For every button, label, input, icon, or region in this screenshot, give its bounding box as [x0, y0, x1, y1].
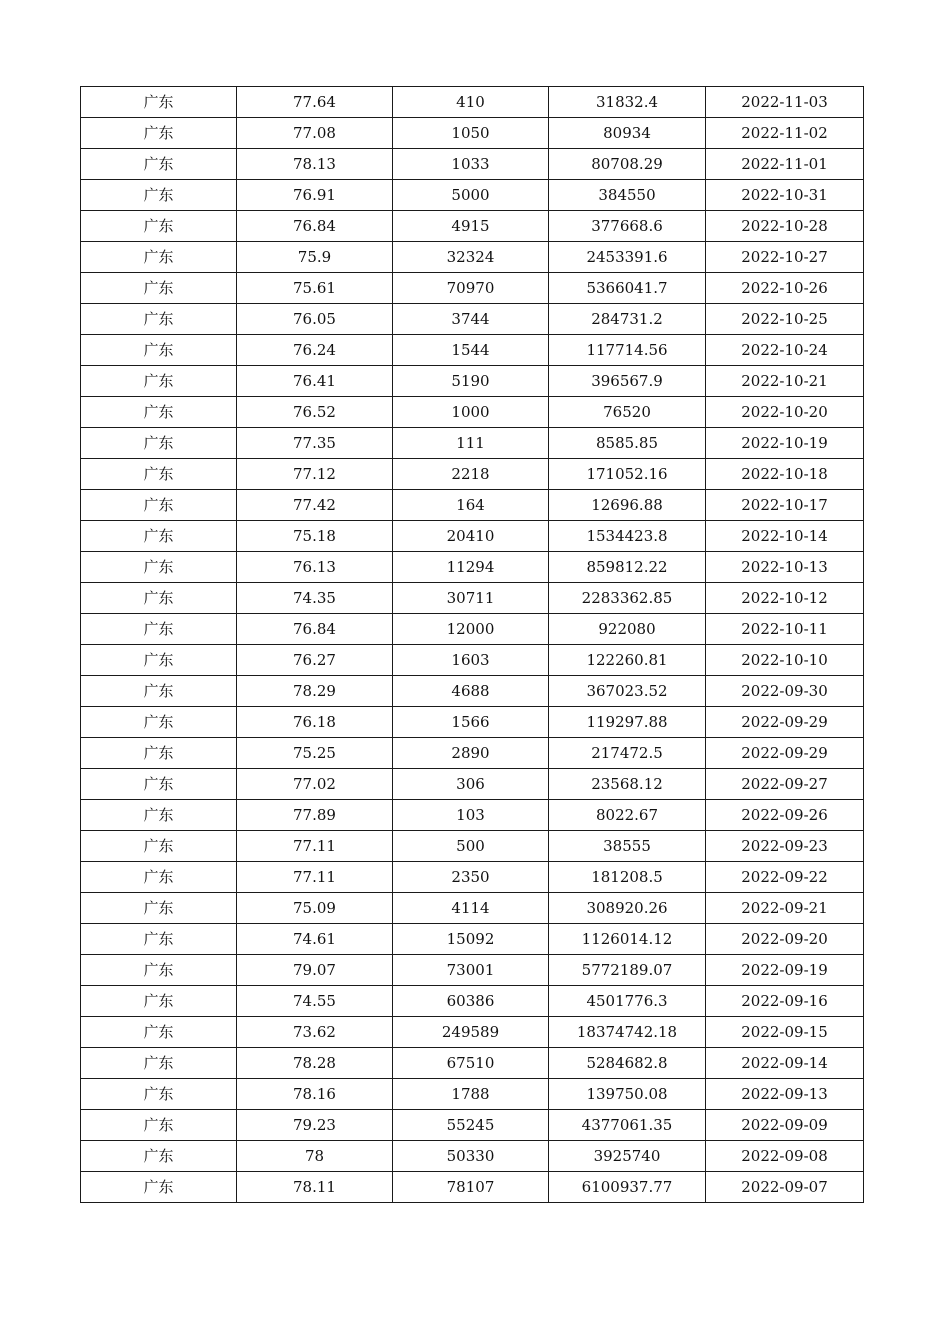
volume-cell: 5000: [393, 180, 549, 211]
amount-cell: 308920.26: [549, 893, 706, 924]
table-row: [81, 707, 864, 738]
amount-cell: 76520: [549, 397, 706, 428]
amount-cell: 6100937.77: [549, 1172, 706, 1203]
price-cell: 79.23: [237, 1110, 393, 1141]
region-cell: 广东: [81, 769, 237, 800]
price-cell: 77.11: [237, 831, 393, 862]
volume-cell: 1033: [393, 149, 549, 180]
volume-cell: 4114: [393, 893, 549, 924]
region-cell: 广东: [81, 335, 237, 366]
price-cell: 76.24: [237, 335, 393, 366]
date-cell: 2022-09-27: [706, 769, 864, 800]
volume-cell: 4915: [393, 211, 549, 242]
region-cell: 广东: [81, 676, 237, 707]
date-cell: 2022-09-29: [706, 738, 864, 769]
date-cell: 2022-09-22: [706, 862, 864, 893]
date-cell: 2022-09-15: [706, 1017, 864, 1048]
table-row: [81, 676, 864, 707]
date-cell: 2022-10-17: [706, 490, 864, 521]
region-cell: 广东: [81, 304, 237, 335]
volume-cell: 2350: [393, 862, 549, 893]
price-cell: 74.35: [237, 583, 393, 614]
volume-cell: 60386: [393, 986, 549, 1017]
table-row: [81, 242, 864, 273]
region-cell: 广东: [81, 707, 237, 738]
date-cell: 2022-10-18: [706, 459, 864, 490]
amount-cell: 217472.5: [549, 738, 706, 769]
price-cell: 75.25: [237, 738, 393, 769]
date-cell: 2022-10-28: [706, 211, 864, 242]
date-cell: 2022-10-27: [706, 242, 864, 273]
table-row: [81, 769, 864, 800]
table-row: [81, 862, 864, 893]
date-cell: 2022-09-08: [706, 1141, 864, 1172]
table-row: [81, 614, 864, 645]
price-cell: 77.42: [237, 490, 393, 521]
region-cell: 广东: [81, 273, 237, 304]
date-cell: 2022-09-16: [706, 986, 864, 1017]
amount-cell: 367023.52: [549, 676, 706, 707]
table-row: [81, 738, 864, 769]
region-cell: 广东: [81, 459, 237, 490]
region-cell: 广东: [81, 738, 237, 769]
amount-cell: 8022.67: [549, 800, 706, 831]
table-body: [81, 87, 864, 1203]
table-row: [81, 583, 864, 614]
table-row: [81, 893, 864, 924]
volume-cell: 500: [393, 831, 549, 862]
region-cell: 广东: [81, 397, 237, 428]
region-cell: 广东: [81, 242, 237, 273]
region-cell: 广东: [81, 552, 237, 583]
amount-cell: 384550: [549, 180, 706, 211]
price-cell: 75.18: [237, 521, 393, 552]
price-cell: 78.28: [237, 1048, 393, 1079]
volume-cell: 1544: [393, 335, 549, 366]
amount-cell: 12696.88: [549, 490, 706, 521]
amount-cell: 5366041.7: [549, 273, 706, 304]
volume-cell: 1566: [393, 707, 549, 738]
date-cell: 2022-10-13: [706, 552, 864, 583]
table-row: [81, 800, 864, 831]
region-cell: 广东: [81, 149, 237, 180]
date-cell: 2022-10-11: [706, 614, 864, 645]
table-row: [81, 645, 864, 676]
amount-cell: 3925740: [549, 1141, 706, 1172]
price-cell: 77.12: [237, 459, 393, 490]
volume-cell: 1788: [393, 1079, 549, 1110]
price-cell: 76.84: [237, 614, 393, 645]
price-cell: 78.29: [237, 676, 393, 707]
table-row: [81, 304, 864, 335]
price-cell: 76.13: [237, 552, 393, 583]
amount-cell: 859812.22: [549, 552, 706, 583]
price-cell: 78: [237, 1141, 393, 1172]
date-cell: 2022-09-23: [706, 831, 864, 862]
table-row: [81, 521, 864, 552]
region-cell: 广东: [81, 986, 237, 1017]
amount-cell: 1534423.8: [549, 521, 706, 552]
price-cell: 77.35: [237, 428, 393, 459]
price-cell: 77.11: [237, 862, 393, 893]
table-row: [81, 428, 864, 459]
region-cell: 广东: [81, 1141, 237, 1172]
table-row: [81, 1048, 864, 1079]
region-cell: 广东: [81, 955, 237, 986]
amount-cell: 139750.08: [549, 1079, 706, 1110]
date-cell: 2022-10-12: [706, 583, 864, 614]
price-cell: 77.08: [237, 118, 393, 149]
region-cell: 广东: [81, 428, 237, 459]
table-row: [81, 459, 864, 490]
date-cell: 2022-09-20: [706, 924, 864, 955]
table-row: [81, 397, 864, 428]
date-cell: 2022-09-30: [706, 676, 864, 707]
price-cell: 77.64: [237, 87, 393, 118]
price-cell: 75.09: [237, 893, 393, 924]
table-row: [81, 149, 864, 180]
date-cell: 2022-09-19: [706, 955, 864, 986]
volume-cell: 164: [393, 490, 549, 521]
volume-cell: 410: [393, 87, 549, 118]
amount-cell: 18374742.18: [549, 1017, 706, 1048]
table-row: [81, 273, 864, 304]
region-cell: 广东: [81, 211, 237, 242]
table-row: [81, 87, 864, 118]
date-cell: 2022-10-25: [706, 304, 864, 335]
region-cell: 广东: [81, 893, 237, 924]
amount-cell: 284731.2: [549, 304, 706, 335]
volume-cell: 55245: [393, 1110, 549, 1141]
region-cell: 广东: [81, 1079, 237, 1110]
amount-cell: 31832.4: [549, 87, 706, 118]
price-cell: 76.52: [237, 397, 393, 428]
region-cell: 广东: [81, 1048, 237, 1079]
price-cell: 76.41: [237, 366, 393, 397]
price-cell: 75.61: [237, 273, 393, 304]
table-row: [81, 211, 864, 242]
data-table: [80, 86, 864, 1203]
volume-cell: 78107: [393, 1172, 549, 1203]
volume-cell: 15092: [393, 924, 549, 955]
region-cell: 广东: [81, 800, 237, 831]
date-cell: 2022-10-19: [706, 428, 864, 459]
table-row: [81, 335, 864, 366]
amount-cell: 38555: [549, 831, 706, 862]
region-cell: 广东: [81, 118, 237, 149]
price-cell: 76.18: [237, 707, 393, 738]
amount-cell: 8585.85: [549, 428, 706, 459]
price-cell: 78.16: [237, 1079, 393, 1110]
region-cell: 广东: [81, 924, 237, 955]
volume-cell: 12000: [393, 614, 549, 645]
date-cell: 2022-10-24: [706, 335, 864, 366]
region-cell: 广东: [81, 1110, 237, 1141]
date-cell: 2022-10-26: [706, 273, 864, 304]
price-cell: 77.89: [237, 800, 393, 831]
amount-cell: 5284682.8: [549, 1048, 706, 1079]
table-row: [81, 1141, 864, 1172]
amount-cell: 377668.6: [549, 211, 706, 242]
date-cell: 2022-11-03: [706, 87, 864, 118]
table-row: [81, 831, 864, 862]
table-row: [81, 986, 864, 1017]
amount-cell: 1126014.12: [549, 924, 706, 955]
region-cell: 广东: [81, 490, 237, 521]
region-cell: 广东: [81, 1172, 237, 1203]
price-cell: 77.02: [237, 769, 393, 800]
amount-cell: 2453391.6: [549, 242, 706, 273]
table-row: [81, 1172, 864, 1203]
region-cell: 广东: [81, 645, 237, 676]
volume-cell: 111: [393, 428, 549, 459]
amount-cell: 171052.16: [549, 459, 706, 490]
amount-cell: 2283362.85: [549, 583, 706, 614]
volume-cell: 306: [393, 769, 549, 800]
region-cell: 广东: [81, 180, 237, 211]
price-cell: 78.13: [237, 149, 393, 180]
table-row: [81, 1079, 864, 1110]
amount-cell: 181208.5: [549, 862, 706, 893]
date-cell: 2022-09-26: [706, 800, 864, 831]
price-cell: 75.9: [237, 242, 393, 273]
region-cell: 广东: [81, 831, 237, 862]
table-row: [81, 1017, 864, 1048]
price-cell: 76.91: [237, 180, 393, 211]
region-cell: 广东: [81, 521, 237, 552]
amount-cell: 4377061.35: [549, 1110, 706, 1141]
date-cell: 2022-09-07: [706, 1172, 864, 1203]
date-cell: 2022-10-10: [706, 645, 864, 676]
region-cell: 广东: [81, 583, 237, 614]
amount-cell: 396567.9: [549, 366, 706, 397]
volume-cell: 1603: [393, 645, 549, 676]
amount-cell: 23568.12: [549, 769, 706, 800]
volume-cell: 50330: [393, 1141, 549, 1172]
volume-cell: 5190: [393, 366, 549, 397]
volume-cell: 11294: [393, 552, 549, 583]
amount-cell: 80708.29: [549, 149, 706, 180]
price-cell: 74.61: [237, 924, 393, 955]
amount-cell: 117714.56: [549, 335, 706, 366]
table-row: [81, 490, 864, 521]
date-cell: 2022-10-20: [706, 397, 864, 428]
table-row: [81, 552, 864, 583]
volume-cell: 3744: [393, 304, 549, 335]
price-cell: 78.11: [237, 1172, 393, 1203]
price-cell: 76.05: [237, 304, 393, 335]
volume-cell: 20410: [393, 521, 549, 552]
volume-cell: 32324: [393, 242, 549, 273]
amount-cell: 119297.88: [549, 707, 706, 738]
date-cell: 2022-11-02: [706, 118, 864, 149]
table-row: [81, 118, 864, 149]
date-cell: 2022-09-14: [706, 1048, 864, 1079]
volume-cell: 103: [393, 800, 549, 831]
date-cell: 2022-09-29: [706, 707, 864, 738]
volume-cell: 73001: [393, 955, 549, 986]
table-row: [81, 1110, 864, 1141]
volume-cell: 2890: [393, 738, 549, 769]
date-cell: 2022-10-14: [706, 521, 864, 552]
amount-cell: 922080: [549, 614, 706, 645]
table-row: [81, 955, 864, 986]
region-cell: 广东: [81, 366, 237, 397]
volume-cell: 4688: [393, 676, 549, 707]
region-cell: 广东: [81, 1017, 237, 1048]
region-cell: 广东: [81, 87, 237, 118]
price-cell: 76.27: [237, 645, 393, 676]
date-cell: 2022-09-13: [706, 1079, 864, 1110]
amount-cell: 4501776.3: [549, 986, 706, 1017]
table-row: [81, 366, 864, 397]
table-row: [81, 924, 864, 955]
amount-cell: 122260.81: [549, 645, 706, 676]
volume-cell: 249589: [393, 1017, 549, 1048]
region-cell: 广东: [81, 862, 237, 893]
price-cell: 73.62: [237, 1017, 393, 1048]
price-cell: 79.07: [237, 955, 393, 986]
volume-cell: 30711: [393, 583, 549, 614]
amount-cell: 5772189.07: [549, 955, 706, 986]
volume-cell: 1050: [393, 118, 549, 149]
date-cell: 2022-09-21: [706, 893, 864, 924]
date-cell: 2022-09-09: [706, 1110, 864, 1141]
date-cell: 2022-10-31: [706, 180, 864, 211]
date-cell: 2022-10-21: [706, 366, 864, 397]
price-cell: 74.55: [237, 986, 393, 1017]
amount-cell: 80934: [549, 118, 706, 149]
price-cell: 76.84: [237, 211, 393, 242]
volume-cell: 67510: [393, 1048, 549, 1079]
volume-cell: 1000: [393, 397, 549, 428]
volume-cell: 70970: [393, 273, 549, 304]
date-cell: 2022-11-01: [706, 149, 864, 180]
region-cell: 广东: [81, 614, 237, 645]
table-row: [81, 180, 864, 211]
volume-cell: 2218: [393, 459, 549, 490]
